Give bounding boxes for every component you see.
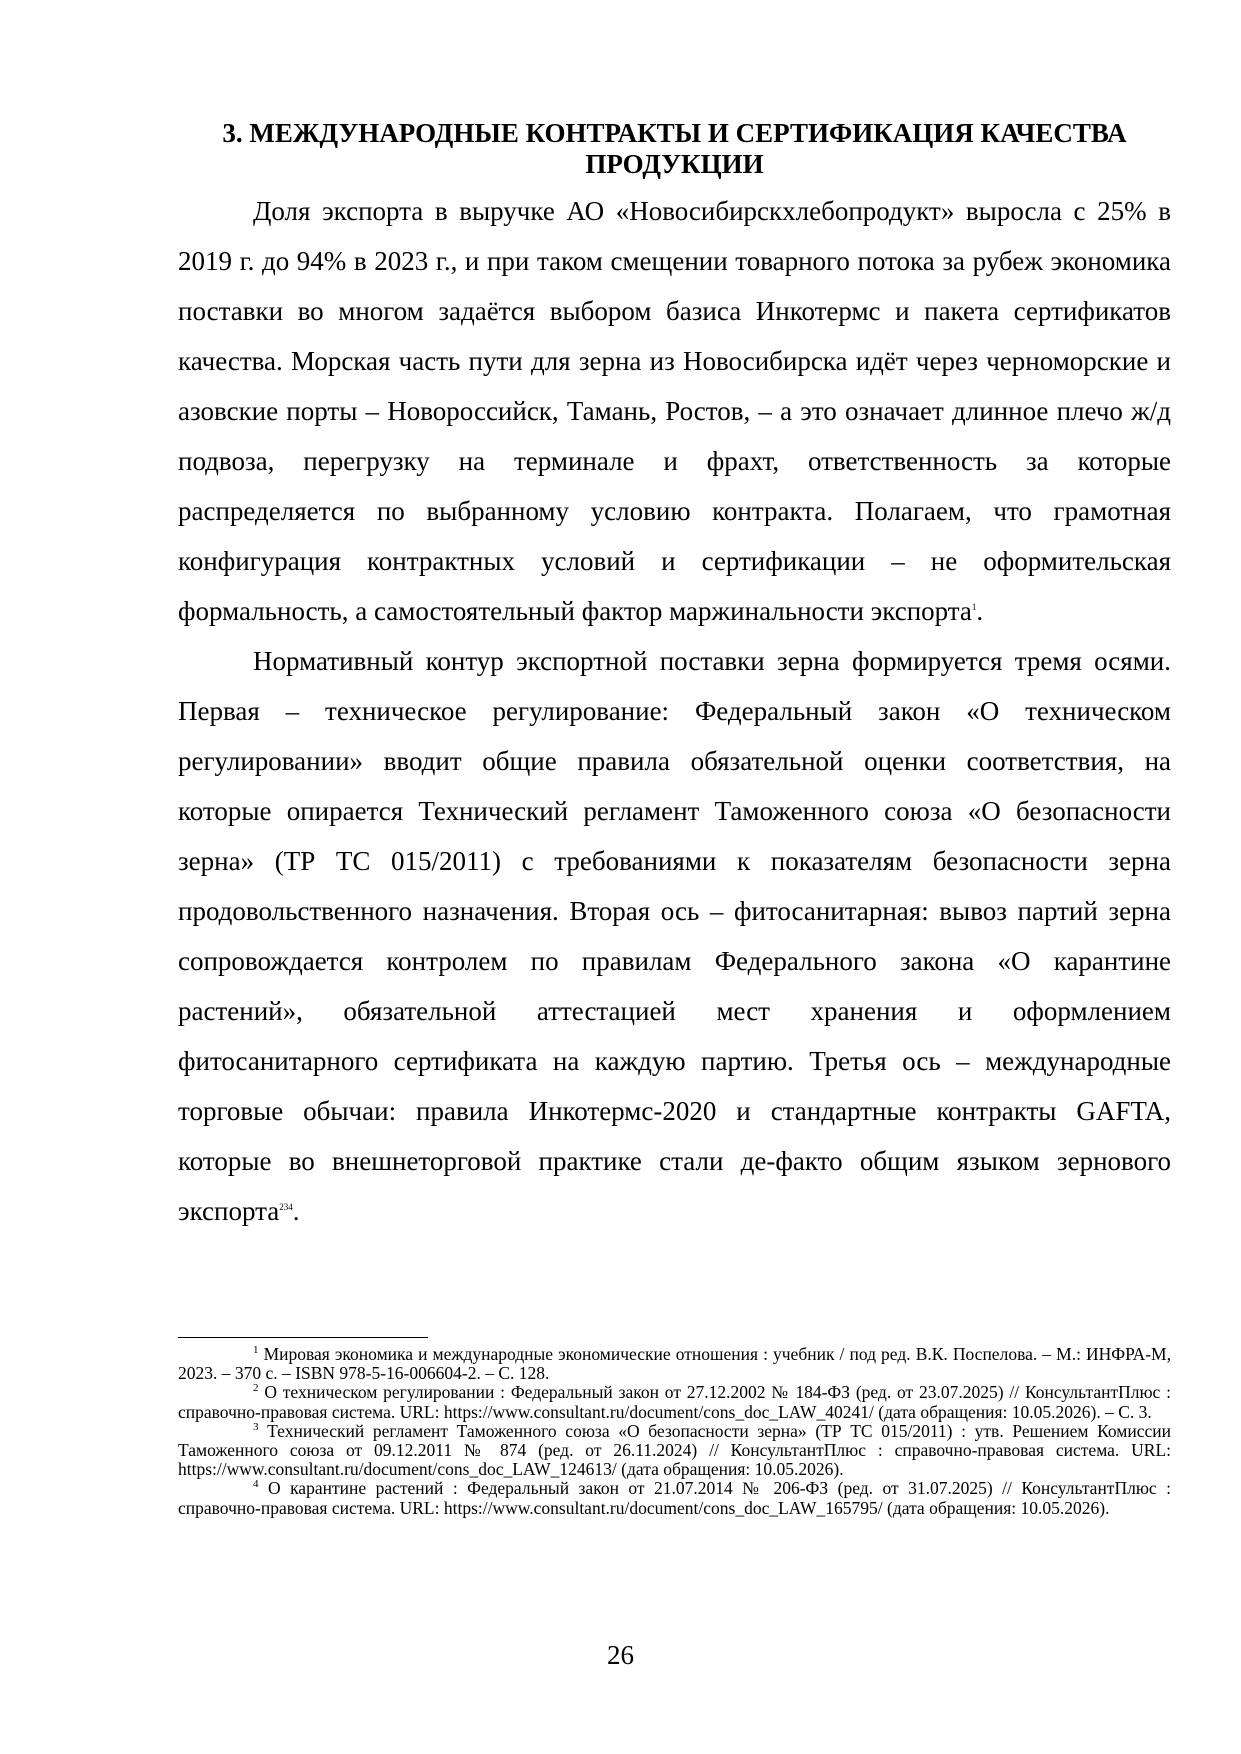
footnote-number: 1 <box>253 1344 259 1357</box>
paragraph-export-share <box>178 186 1171 636</box>
paragraph-text: Доля экспорта в выручке АО «Новосибирскхлебопродукт» выросла с 25% в 2019 г. до 94% в 2023 г., и при таком смещении товарного потока за рубеж экономика поставки во многом задаётся выбором базиса Инкотермс и пакета сертификатов качества. Морская часть пути для зерна из Новосибирска идёт через черноморские и азовские порты – Новороссийск, Тамань, Ростов, – а это означает длинное плечо ж/д подвоза, перегрузку на терминале и фрахт, ответственность за которые распределяется по выбранному условию контракта. Полагаем, что грамотная конфигурация контрактных условий и сертификации – не оформительская формальность, а самостоятельный фактор маржинальности экспорта <box>178 196 1171 626</box>
paragraph-text: Нормативный контур экспортной поставки зерна формируется тремя осями. Первая – техническое регулирование: Федеральный закон «О техническом регулировании» вводит общие правила обязательной оценки соответствия, на которые опирается Технический регламент Таможенного союза «О безопасности зерна» (ТР ТС 015/2011) с требованиями к показателям безопасности зерна продовольственного назначения. Вторая ось – фитосанитарная: вывоз партий зерна сопровождается контролем по правилам Федерального закона «О карантине растений», обязательной аттестацией мест хранения и оформлением фитосанитарного сертификата на каждую партию. Третья ось – международные торговые обычаи: правила Инкотермс-2020 и стандартные контракты GAFTA, которые во внешнеторговой практике стали де-факто общим языком зернового экспорта <box>178 646 1171 1226</box>
paragraph-tail: . <box>976 596 984 626</box>
footnote-separator <box>178 1337 428 1338</box>
paragraph-regulatory-framework <box>178 636 1171 1236</box>
footnote-number: 2 <box>253 1382 259 1395</box>
page-number: 26 <box>607 1640 634 1670</box>
footnote-3 <box>178 1422 1171 1480</box>
footnote-ref[interactable]: 1 <box>971 602 977 612</box>
footnotes <box>178 1345 1171 1518</box>
footnote-number: 3 <box>253 1420 259 1433</box>
footnote-ref[interactable]: 234 <box>279 1202 293 1212</box>
footnote-text: О техническом регулировании : Федеральный закон от 27.12.2002 № 184-ФЗ (ред. от 23.07.2025) // КонсультантПлюс : справочно-правовая система. URL: https://www.consultant.ru/document/cons_doc_LAW_40241/ (дата обращения: 10.05.2026). – С. 3. <box>178 1382 1171 1422</box>
footnote-text: О карантине растений : Федеральный закон от 21.07.2014 № 206-ФЗ (ред. от 31.07.2025) // КонсультантПлюс : справочно-правовая система. URL: https://www.consultant.ru/document/cons_doc_LAW_165795/ (дата обращения: 10.05.2026). <box>178 1478 1171 1518</box>
paragraph-tail: . <box>292 1196 300 1226</box>
section-heading <box>178 118 1171 180</box>
section-heading-line-1: 3. МЕЖДУНАРОДНЫЕ КОНТРАКТЫ И СЕРТИФИКАЦИЯ КАЧЕСТВА <box>222 118 1127 148</box>
section-heading-line-2: ПРОДУКЦИИ <box>585 149 764 179</box>
footnote-text: Технический регламент Таможенного союза «О безопасности зерна» (ТР ТС 015/2011) : утв. Решением Комиссии Таможенного союза от 09.12.2011 № 874 (ред. от 26.11.2024) // КонсультантПлюс : справочно-правовая система. URL: https://www.consultant.ru/document/cons_doc_LAW_124613/ (дата обращения: 10.05.2026). <box>178 1420 1171 1480</box>
footnote-text: Мировая экономика и международные экономические отношения : учебник / под ред. В.К. Поспелова. – М.: ИНФРА-М, 2023. – 370 с. – ISBN 978-5-16-006604-2. – С. 128. <box>178 1344 1171 1384</box>
page-body <box>178 118 1171 1236</box>
footnote-number: 4 <box>253 1478 259 1491</box>
footnote-2 <box>178 1383 1171 1421</box>
footnote-4 <box>178 1479 1171 1517</box>
footnote-1 <box>178 1345 1171 1383</box>
